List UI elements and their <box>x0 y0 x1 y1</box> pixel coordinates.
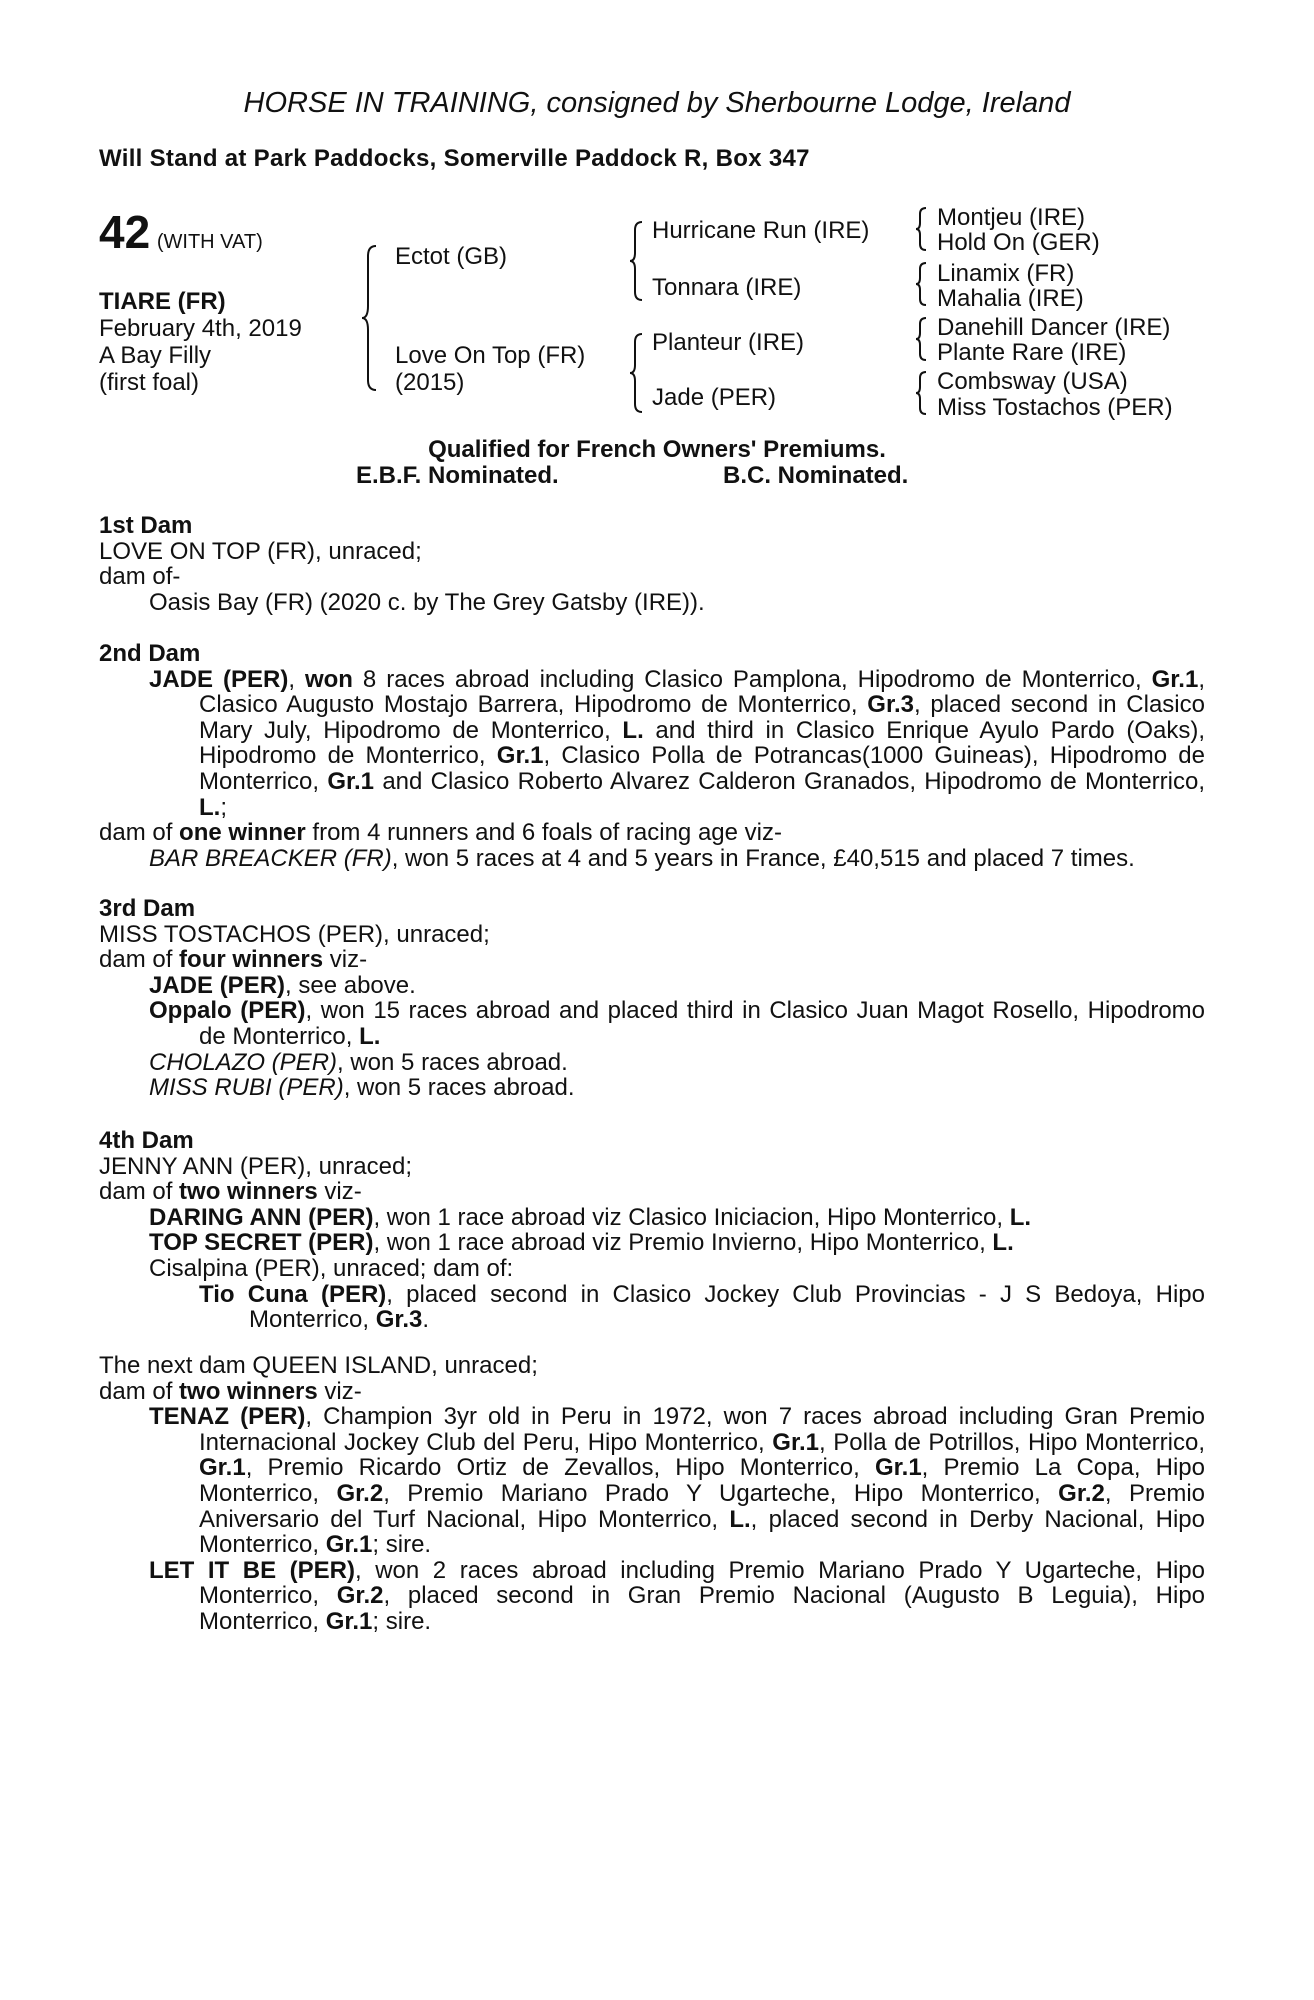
grade-badge: Gr.1 <box>327 767 375 795</box>
produce-entry: Cisalpina (PER), unraced; dam of: <box>149 1254 514 1282</box>
produce-entry <box>99 1050 1205 1076</box>
produce-text: , placed second in Derby Nacional, Hipo Monterrico, <box>199 1505 1206 1559</box>
dam-of-text: dam of <box>99 946 180 974</box>
produce-name: Tio Cuna (PER) <box>199 1280 387 1308</box>
produce-text: , won 5 races at 4 and 5 years in France, £40,515 and placed 7 times. <box>391 844 1135 872</box>
ebf-note: E.B.F. Nominated. <box>356 462 559 489</box>
sire-name: Ectot (GB) <box>395 243 508 270</box>
produce-text: ; sire. <box>372 1531 432 1559</box>
produce-entry <box>99 1205 1205 1231</box>
great-grandparent-6: Plante Rare (IRE) <box>937 339 1127 366</box>
record-text: , Clasico Polla de Potrancas(1000 Guineas), Hipodromo de Monterrico, <box>199 742 1206 795</box>
dam-line: MISS TOSTACHOS (PER), unraced; <box>99 920 490 948</box>
produce-text: , Premio La Copa, Hipo Monterrico, <box>199 1454 1205 1507</box>
winner-count: one winner <box>179 819 306 847</box>
produce-entry <box>99 1282 1205 1333</box>
winner-count: two winners <box>179 1377 318 1405</box>
grade-badge: Gr.1 <box>199 1454 246 1482</box>
record-text: ; <box>220 793 227 821</box>
grade-badge: Gr.1 <box>772 1428 819 1456</box>
winner-count: four winners <box>179 946 324 974</box>
produce-text: ; sire. <box>372 1607 432 1635</box>
premiums-note: Qualified for French Owners' Premiums. <box>428 436 886 463</box>
produce-name: DARING ANN (PER) <box>149 1203 374 1231</box>
pedigree-brace-5 <box>914 261 930 307</box>
record-text: and Clasico Roberto Alvarez Calderon Granados, Hipodromo de Monterrico, <box>374 767 1205 795</box>
section-heading: 3rd Dam <box>99 895 196 922</box>
dam-of-text: viz- <box>317 1377 362 1405</box>
produce-entry: Oasis Bay (FR) (2020 c. by The Grey Gatsby (IRE)). <box>149 588 705 616</box>
great-grandparent-1: Montjeu (IRE) <box>937 204 1086 231</box>
grade-badge: Gr.1 <box>1151 665 1199 693</box>
dam-of-text: viz- <box>323 946 368 974</box>
dam-of-text: dam of <box>99 819 180 847</box>
pedigree-brace-3 <box>628 332 646 414</box>
dam-line: JENNY ANN (PER), unraced; <box>99 1152 412 1180</box>
section-heading: 1st Dam <box>99 512 193 539</box>
dam-of-line <box>99 820 1205 846</box>
grade-badge: Gr.3 <box>867 691 914 719</box>
record-text: 8 races abroad including Clasico Pamplona, Hipodromo de Monterrico, <box>352 665 1152 693</box>
lot-number-line <box>99 206 263 258</box>
great-grandparent-2: Hold On (GER) <box>937 229 1100 256</box>
produce-name: MISS RUBI (PER) <box>149 1074 344 1102</box>
first-dam-section <box>99 513 1205 615</box>
listed-badge: L. <box>1009 1203 1032 1231</box>
great-grandparent-3: Linamix (FR) <box>937 260 1075 287</box>
dam-record: JADE (PER), won 8 races abroad including Clasico Pamplona, Hipodromo de Monterrico, Gr.1, Clasico Augusto Mostajo Barrera, Hipodromo de Monterrico, Gr.3, placed second in Clasico Mary July, Hipodromo de Monterrico, L. and third in Clasico Enrique Ayulo Pardo (Oaks), Hipodromo de Monterrico, Gr.1, Clasico Polla de Potrancas(1000 Guineas), Hipodromo de Monterrico, Gr.1 and Clasico Roberto Alvarez Calderon Granados, Hipodromo de Monterrico, L.; <box>149 665 1206 821</box>
grade-badge: Gr.1 <box>325 1607 373 1635</box>
produce-text: , Premio Mariano Prado Y Ugarteche, Hipo Monterrico, <box>383 1479 1059 1507</box>
listed-badge: L. <box>359 1022 381 1050</box>
lot-number: 42 <box>99 206 151 258</box>
produce-text: , won 1 race abroad viz Premio Invierno, Hipo Monterrico, <box>373 1229 993 1257</box>
produce-text: , Premio Aniversario del Turf Nacional, Hipo Monterrico, <box>199 1479 1205 1533</box>
produce-name: TENAZ (PER) <box>149 1403 306 1431</box>
produce-text: , won 5 races abroad. <box>337 1048 568 1076</box>
produce-name: Oppalo (PER) <box>149 997 306 1025</box>
foal-note: (first foal) <box>99 369 200 396</box>
catalogue-title: HORSE IN TRAINING, consigned by Sherbourne Lodge, Ireland <box>243 87 1071 119</box>
produce-text: . <box>422 1306 430 1334</box>
produce-text: , won 5 races abroad. <box>343 1074 575 1102</box>
great-grandparent-7: Combsway (USA) <box>937 368 1128 395</box>
produce-name: JADE (PER) <box>149 971 286 999</box>
bc-note: B.C. Nominated. <box>723 462 909 489</box>
grade-badge: Gr.1 <box>325 1531 373 1559</box>
horse-description: A Bay Filly <box>99 342 212 369</box>
produce-entry <box>99 973 1205 999</box>
great-grandparent-5: Danehill Dancer (IRE) <box>937 314 1171 341</box>
grade-badge: Gr.2 <box>336 1582 384 1610</box>
dam-line: LOVE ON TOP (FR), unraced; <box>99 537 422 565</box>
vat-note: (WITH VAT) <box>156 231 263 253</box>
dam-of-line <box>99 1379 1205 1405</box>
dam-of-text: viz- <box>317 1178 362 1206</box>
pedigree-brace-2 <box>628 220 646 302</box>
dam-sire: Planteur (IRE) <box>652 329 805 356</box>
dam-name: JADE (PER) <box>149 665 289 693</box>
grade-badge: Gr.1 <box>496 742 544 770</box>
dam-line: The next dam QUEEN ISLAND, unraced; <box>99 1352 538 1379</box>
produce-text: , placed second in Clasico Jockey Club Provincias - J S Bedoya, Hipo Monterrico, <box>249 1280 1205 1334</box>
grade-badge: Gr.3 <box>375 1306 423 1334</box>
won-word: won <box>304 665 353 693</box>
produce-text: , won 15 races abroad and placed third in Clasico Juan Magot Rosello, Hipodromo de Monterrico, <box>199 997 1206 1050</box>
produce-entry <box>99 1558 1205 1635</box>
listed-badge: L. <box>622 716 644 744</box>
produce-entry <box>99 846 1205 872</box>
dam-name: Love On Top (FR) <box>395 342 586 369</box>
listed-badge: L. <box>729 1505 751 1533</box>
listed-badge: L. <box>992 1229 1014 1257</box>
dam-of-line <box>99 947 1205 973</box>
produce-text: , see above. <box>285 971 416 999</box>
dam-year: (2015) <box>395 369 465 396</box>
dam-dam: Jade (PER) <box>652 384 777 411</box>
grade-badge: Gr.2 <box>336 1479 384 1507</box>
produce-name: BAR BREACKER (FR) <box>149 844 392 872</box>
produce-entry <box>99 1075 1205 1101</box>
third-dam-section <box>99 896 1205 1101</box>
grade-badge: Gr.2 <box>1058 1479 1105 1507</box>
produce-entry <box>99 998 1205 1049</box>
grade-badge: Gr.1 <box>874 1454 922 1482</box>
dam-of-line <box>99 1179 1205 1205</box>
dam-of-text: dam of <box>99 1377 180 1405</box>
next-dam-section <box>99 1353 1205 1635</box>
great-grandparent-4: Mahalia (IRE) <box>937 285 1084 312</box>
dam-of-text: dam of <box>99 1178 180 1206</box>
produce-text: , Polla de Potrillos, Hipo Monterrico, <box>818 1428 1205 1456</box>
produce-name: TOP SECRET (PER) <box>149 1229 374 1257</box>
produce-text: , Premio Ricardo Ortiz de Zevallos, Hipo Monterrico, <box>245 1454 875 1482</box>
record-text: , Clasico Augusto Mostajo Barrera, Hipodromo de Monterrico, <box>199 665 1205 719</box>
dam-of-text: from 4 runners and 6 foals of racing age viz- <box>305 819 782 847</box>
sire-sire: Hurricane Run (IRE) <box>652 217 870 244</box>
horse-name: TIARE (FR) <box>99 288 226 315</box>
listed-badge: L. <box>199 793 221 821</box>
fourth-dam-section <box>99 1128 1205 1333</box>
pedigree-brace-1 <box>360 244 380 392</box>
foaling-date: February 4th, 2019 <box>99 315 302 342</box>
section-heading: 4th Dam <box>99 1127 194 1154</box>
produce-entry <box>99 1404 1205 1558</box>
great-grandparent-8: Miss Tostachos (PER) <box>937 394 1173 421</box>
dam-of-line: dam of- <box>99 563 181 591</box>
produce-name: CHOLAZO (PER) <box>149 1048 338 1076</box>
record-text: and third in Clasico Enrique Ayulo Pardo (Oaks), Hipodromo de Monterrico, <box>199 716 1206 770</box>
record-text: , placed second in Clasico Mary July, Hipodromo de Monterrico, <box>199 691 1205 744</box>
second-dam-section <box>99 641 1205 871</box>
pedigree-brace-7 <box>914 370 930 416</box>
sire-dam: Tonnara (IRE) <box>652 274 802 301</box>
produce-text: , Champion 3yr old in Peru in 1972, won 7 races abroad including Gran Premio Internacional Jockey Club del Peru, Hipo Monterrico, <box>199 1403 1205 1456</box>
stand-location: Will Stand at Park Paddocks, Somerville Paddock R, Box 347 <box>99 145 810 172</box>
pedigree-brace-4 <box>914 206 930 252</box>
produce-text: , won 1 race abroad viz Clasico Iniciacion, Hipo Monterrico, <box>373 1203 1010 1231</box>
produce-name: LET IT BE (PER) <box>149 1556 355 1584</box>
produce-text: , placed second in Gran Premio Nacional (Augusto B Leguia), Hipo Monterrico, <box>199 1582 1206 1635</box>
pedigree-brace-6 <box>914 316 930 362</box>
produce-text: , won 2 races abroad including Premio Mariano Prado Y Ugarteche, Hipo Monterrico, <box>199 1556 1205 1610</box>
section-heading: 2nd Dam <box>99 640 201 667</box>
winner-count: two winners <box>179 1178 318 1206</box>
produce-entry <box>99 1230 1205 1256</box>
